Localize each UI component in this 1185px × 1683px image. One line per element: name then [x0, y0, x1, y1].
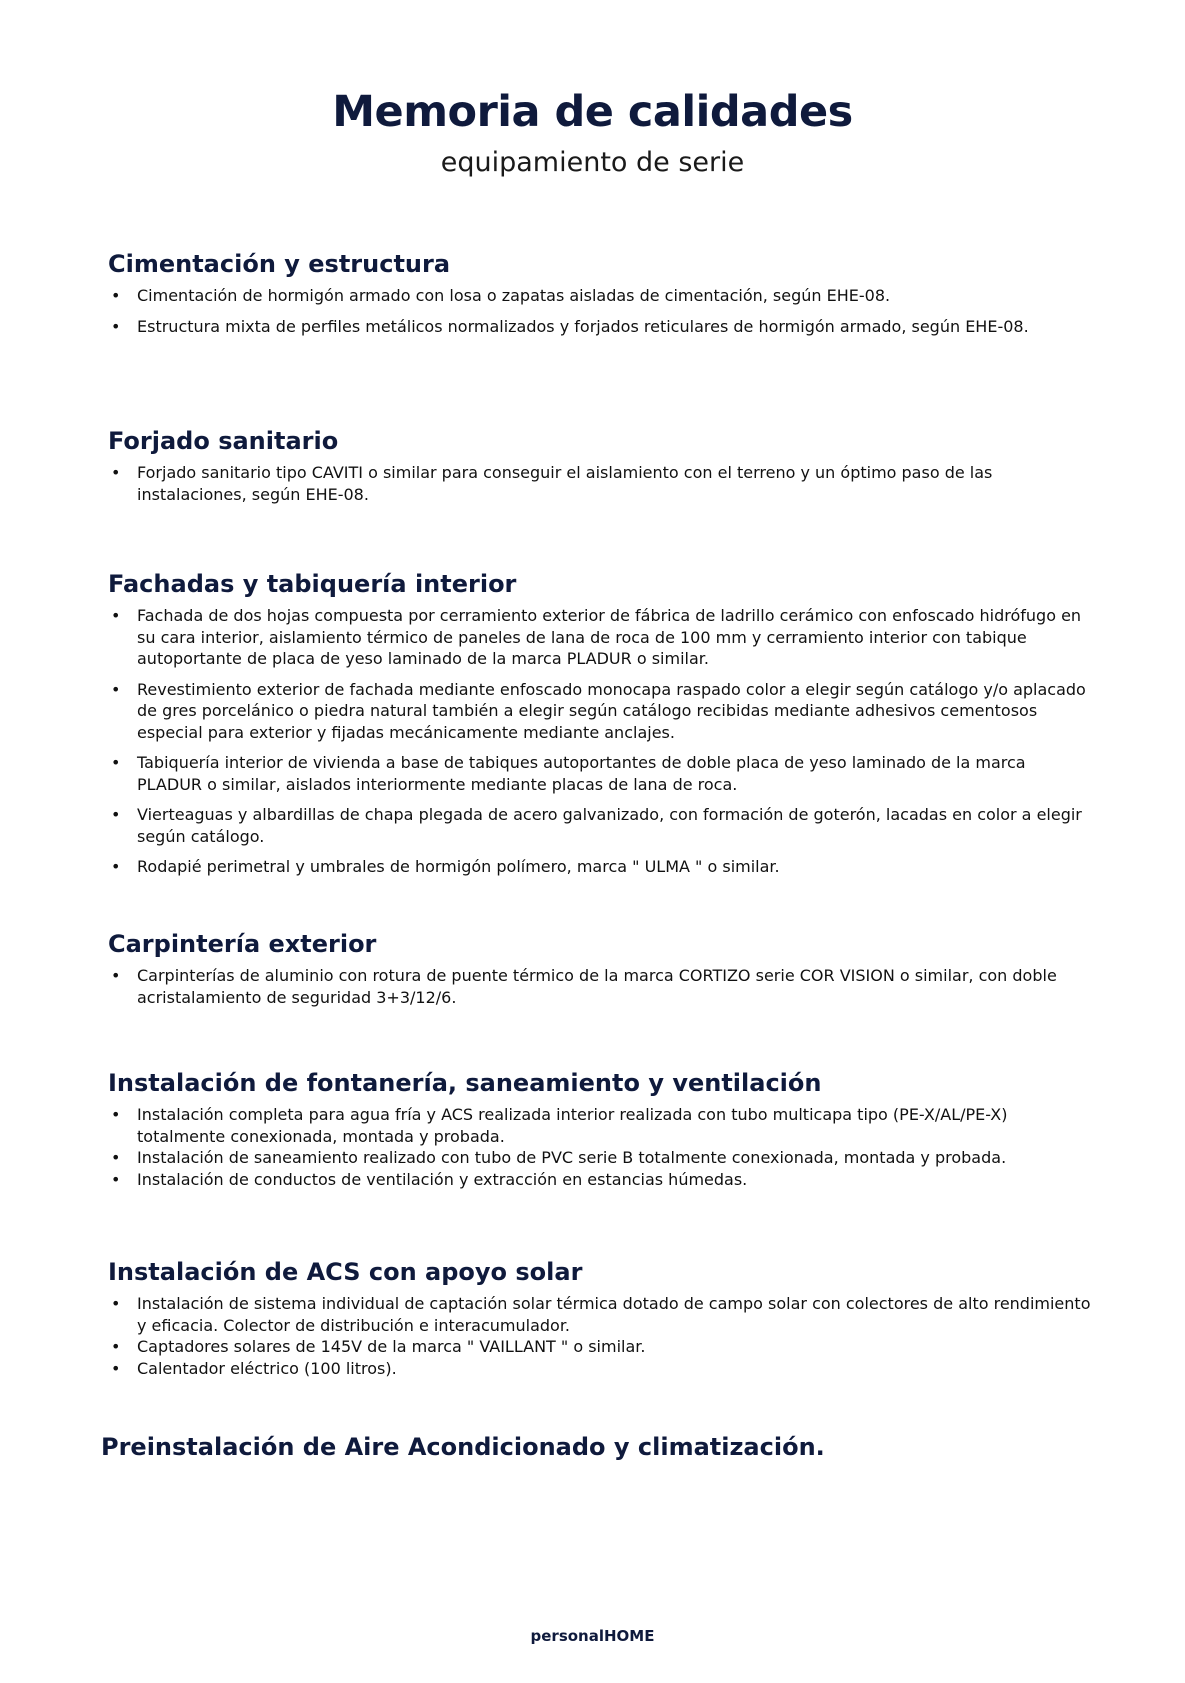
section-acs-solar: [108, 1257, 1093, 1379]
section-forjado-sanitario: [108, 426, 1093, 505]
list-item-text: Captadores solares de 145V de la marca " VAILLANT " o similar.: [137, 1337, 646, 1356]
bullet-icon: •: [111, 966, 121, 985]
footer-brand: personalHOME: [530, 1627, 655, 1645]
list-item: [108, 1358, 1093, 1380]
section-heading: Instalación de ACS con apoyo solar: [108, 1258, 583, 1286]
bullet-icon: •: [111, 1337, 121, 1356]
list-item: [108, 1293, 1093, 1336]
section-fachadas: [108, 569, 1093, 878]
bullet-icon: •: [111, 286, 121, 305]
bullet-list: [108, 285, 1093, 337]
section-heading: Instalación de fontanería, saneamiento y ventilación: [108, 1069, 822, 1097]
bullet-list: [108, 462, 1093, 505]
bullet-list: [108, 605, 1093, 878]
bullet-icon: •: [111, 857, 121, 876]
list-item-text: Rodapié perimetral y umbrales de hormigón polímero, marca " ULMA " o similar.: [137, 857, 780, 876]
bullet-icon: •: [111, 1294, 121, 1313]
list-item: [108, 965, 1093, 1008]
list-item: [108, 1169, 1093, 1191]
list-item: [108, 285, 1093, 307]
bullet-icon: •: [111, 316, 121, 336]
bullet-icon: •: [111, 1105, 121, 1124]
list-item-text: Revestimiento exterior de fachada mediante enfoscado monocapa raspado color a elegir según catálogo y/o aplacado de gres porcelánico o piedra natural también a elegir según catálogo recibidas mediante adhesivos cementosos especial para exterior y fijadas mecánicamente mediante anclajes.: [137, 679, 1086, 742]
list-item: [108, 752, 1093, 795]
list-item-text: Instalación completa para agua fría y ACS realizada interior realizada con tubo multicapa tipo (PE-X/AL/PE-X) totalmente conexionada, montada y probada.: [137, 1105, 1008, 1146]
section-heading: Cimentación y estructura: [108, 250, 451, 278]
section-cimentacion: [108, 249, 1093, 337]
section-heading: Forjado sanitario: [108, 427, 339, 455]
bullet-icon: •: [111, 805, 121, 824]
list-item-text: Tabiquería interior de vivienda a base de tabiques autoportantes de doble placa de yeso laminado de la marca PLADUR o similar, aislados interiormente mediante placas de lana de roca.: [137, 753, 1026, 794]
bullet-list: [108, 1293, 1093, 1379]
list-item-text: Carpinterías de aluminio con rotura de puente térmico de la marca CORTIZO serie COR VISION o similar, con doble acristalamiento de seguridad 3+3/12/6.: [137, 966, 1057, 1007]
bullet-icon: •: [111, 463, 121, 482]
list-item: [108, 316, 1093, 338]
section-fontaneria: [108, 1068, 1093, 1190]
bullet-list: [108, 1104, 1093, 1190]
list-item: [108, 856, 1093, 878]
section-heading: Carpintería exterior: [108, 930, 377, 958]
section-heading-preinstalacion: Preinstalación de Aire Acondicionado y climatización.: [101, 1433, 825, 1461]
list-item: [108, 462, 1093, 505]
list-item-text: Fachada de dos hojas compuesta por cerramiento exterior de fábrica de ladrillo cerámico con enfoscado hidrófugo en su cara interior, aislamiento térmico de paneles de lana de roca de 100 mm y cerramiento interior con tabique autoportante de placa de yeso laminado de la marca PLADUR o similar.: [137, 606, 1082, 668]
bullet-list: [108, 965, 1093, 1008]
bullet-icon: •: [111, 606, 121, 625]
list-item-text: Estructura mixta de perfiles metálicos normalizados y forjados reticulares de hormigón armado, según EHE-08.: [137, 316, 1029, 336]
list-item-text: Instalación de sistema individual de captación solar térmica dotado de campo solar con colectores de alto rendimiento y eficacia. Colector de distribución e interacumulador.: [137, 1294, 1091, 1335]
list-item: [108, 1147, 1093, 1169]
bullet-icon: •: [111, 679, 121, 699]
list-item-text: Vierteaguas y albardillas de chapa plegada de acero galvanizado, con formación de goterón, lacadas en color a elegir según catálogo.: [137, 805, 1082, 846]
list-item: [108, 1104, 1093, 1147]
list-item-text: Instalación de saneamiento realizado con tubo de PVC serie B totalmente conexionada, montada y probada.: [137, 1148, 1007, 1167]
list-item: [108, 1336, 1093, 1358]
section-carpinteria: [108, 929, 1093, 1008]
bullet-icon: •: [111, 1148, 121, 1167]
list-item: [108, 804, 1093, 847]
list-item-text: Forjado sanitario tipo CAVITI o similar para conseguir el aislamiento con el terreno y un óptimo paso de las instalaciones, según EHE-08.: [137, 463, 993, 504]
list-item-text: Cimentación de hormigón armado con losa o zapatas aisladas de cimentación, según EHE-08.: [137, 286, 891, 305]
bullet-icon: •: [111, 753, 121, 772]
bullet-icon: •: [111, 1358, 121, 1378]
list-item-text: Instalación de conductos de ventilación y extracción en estancias húmedas.: [137, 1169, 748, 1189]
list-item-text: Calentador eléctrico (100 litros).: [137, 1358, 397, 1378]
document-subtitle: equipamiento de serie: [440, 147, 745, 178]
section-heading: Fachadas y tabiquería interior: [108, 570, 517, 598]
document-title: Memoria de calidades: [332, 87, 853, 137]
bullet-icon: •: [111, 1169, 121, 1189]
list-item: [108, 679, 1093, 744]
list-item: [108, 605, 1093, 670]
